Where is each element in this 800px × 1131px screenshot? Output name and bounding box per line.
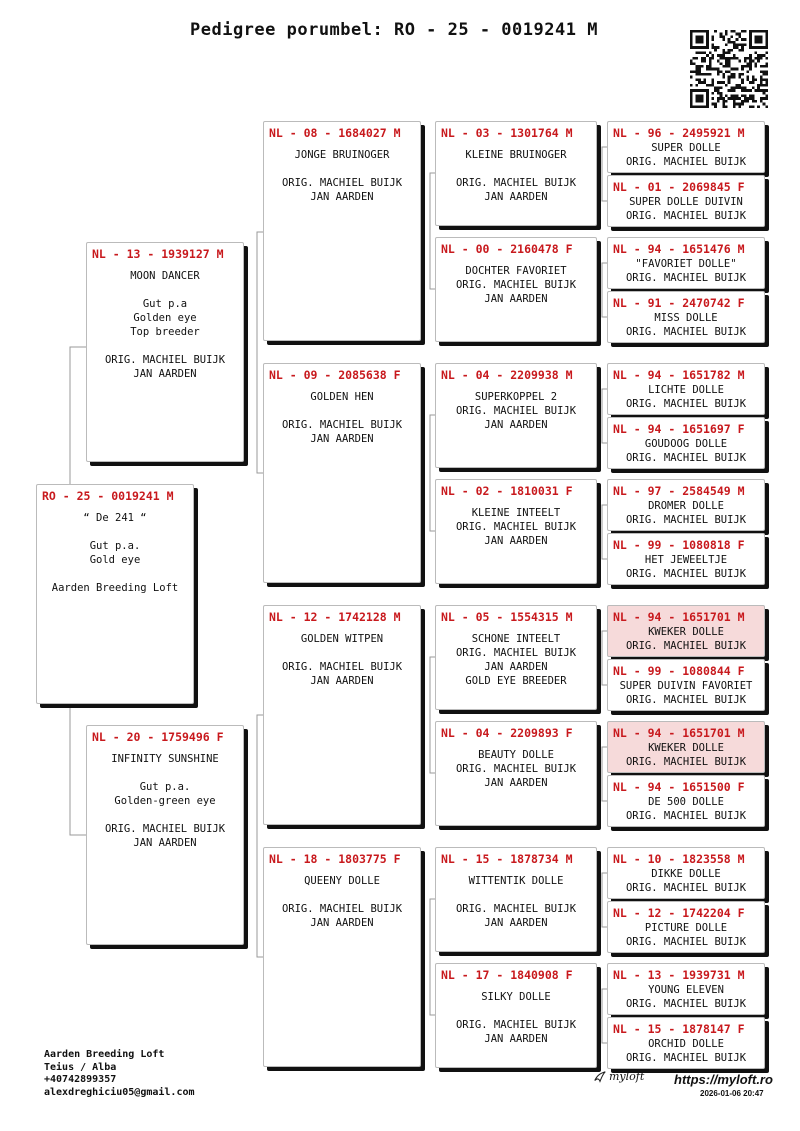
pedigree-card-ddd[interactable] — [435, 963, 597, 1068]
pedigree-card-g4[interactable] — [607, 291, 765, 343]
pedigree-card-sds[interactable] — [435, 363, 597, 468]
breeder-info — [44, 1049, 195, 1099]
pigeon-details: SUPER DOLLE ORIG. MACHIEL BUIJK — [625, 142, 747, 168]
pedigree-card-g7[interactable] — [607, 479, 765, 531]
breeder-phone: +40742899357 — [44, 1074, 117, 1085]
ring-number: NL - 08 - 1684027 M — [269, 126, 401, 140]
ring-number: NL - 02 - 1810031 F — [441, 484, 573, 498]
pigeon-details: SUPER DOLLE DUIVIN ORIG. MACHIEL BUIJK — [625, 196, 747, 222]
pigeon-details: DIKKE DOLLE ORIG. MACHIEL BUIJK — [625, 868, 747, 894]
pedigree-card-dds[interactable] — [435, 847, 597, 952]
ring-number: NL - 01 - 2069845 F — [613, 180, 745, 194]
pedigree-card-ds[interactable] — [263, 605, 421, 825]
pigeon-details: MISS DOLLE ORIG. MACHIEL BUIJK — [625, 312, 747, 338]
pedigree-card-g16[interactable] — [607, 1017, 765, 1069]
ring-number: NL - 94 - 1651476 M — [613, 242, 745, 256]
ring-number: NL - 94 - 1651697 F — [613, 422, 745, 436]
pedigree-card-g8[interactable] — [607, 533, 765, 585]
ring-number: NL - 99 - 1080844 F — [613, 664, 745, 678]
breeder-email: alexdreghiciu05@gmail.com — [44, 1086, 195, 1098]
pigeon-details: GOLDEN HEN ORIG. MACHIEL BUIJK JAN AARDEN — [281, 391, 403, 445]
pigeon-details: SILKY DOLLE ORIG. MACHIEL BUIJK JAN AARDEN — [455, 991, 577, 1045]
pedigree-card-s[interactable] — [86, 242, 244, 462]
pedigree-card-g2[interactable] — [607, 175, 765, 227]
pigeon-details: SUPER DUIVIN FAVORIET ORIG. MACHIEL BUIJK — [619, 680, 753, 706]
pigeon-details: MOON DANCER Gut p.a Golden eye Top breeder ORIG. MACHIEL BUIJK JAN AARDEN — [104, 270, 226, 380]
ring-number: NL - 18 - 1803775 F — [269, 852, 401, 866]
pedigree-card-dss[interactable] — [435, 605, 597, 710]
page-title: Pedigree porumbel: RO - 25 - 0019241 M — [190, 20, 598, 40]
pedigree-card-dd[interactable] — [263, 847, 421, 1067]
pigeon-details: INFINITY SUNSHINE Gut p.a. Golden-green eye ORIG. MACHIEL BUIJK JAN AARDEN — [104, 753, 226, 849]
pigeon-details: KWEKER DOLLE ORIG. MACHIEL BUIJK — [625, 742, 747, 768]
ring-number: NL - 13 - 1939731 M — [613, 968, 745, 982]
brand-name: myloft — [609, 1070, 645, 1083]
ring-number: NL - 94 - 1651701 M — [613, 610, 745, 624]
pigeon-details: QUEENY DOLLE ORIG. MACHIEL BUIJK JAN AARDEN — [281, 875, 403, 929]
pigeon-details: KWEKER DOLLE ORIG. MACHIEL BUIJK — [625, 626, 747, 652]
ring-number: NL - 91 - 2470742 F — [613, 296, 745, 310]
ring-number: NL - 00 - 2160478 F — [441, 242, 573, 256]
pigeon-details: HET JEWEELTJE ORIG. MACHIEL BUIJK — [625, 554, 747, 580]
pedigree-card-g10[interactable] — [607, 659, 765, 711]
pedigree-card-g12[interactable] — [607, 775, 765, 827]
ring-number: NL - 10 - 1823558 M — [613, 852, 745, 866]
ring-number: NL - 12 - 1742128 M — [269, 610, 401, 624]
pigeon-details: BEAUTY DOLLE ORIG. MACHIEL BUIJK JAN AARDEN — [455, 749, 577, 789]
pedigree-card-sd[interactable] — [263, 363, 421, 583]
ring-number: NL - 17 - 1840908 F — [441, 968, 573, 982]
pigeon-details: DE 500 DOLLE ORIG. MACHIEL BUIJK — [625, 796, 747, 822]
pigeon-details: "FAVORIET DOLLE" ORIG. MACHIEL BUIJK — [625, 258, 747, 284]
ring-number: NL - 05 - 1554315 M — [441, 610, 573, 624]
pigeon-details: “ De 241 “ Gut p.a. Gold eye Aarden Breeding Loft — [51, 512, 179, 594]
pedigree-card-d[interactable] — [86, 725, 244, 945]
ring-number: NL - 13 - 1939127 M — [92, 247, 224, 261]
pedigree-card-g3[interactable] — [607, 237, 765, 289]
pedigree-card-sdd[interactable] — [435, 479, 597, 584]
ring-number: NL - 94 - 1651701 M — [613, 726, 745, 740]
pigeon-details: YOUNG ELEVEN ORIG. MACHIEL BUIJK — [625, 984, 747, 1010]
pigeon-details: GOUDOOG DOLLE ORIG. MACHIEL BUIJK — [625, 438, 747, 464]
ring-number: NL - 94 - 1651500 F — [613, 780, 745, 794]
ring-number: NL - 09 - 2085638 F — [269, 368, 401, 382]
pigeon-details: KLEINE BRUINOGER ORIG. MACHIEL BUIJK JAN AARDEN — [455, 149, 577, 203]
pigeon-details: SUPERKOPPEL 2 ORIG. MACHIEL BUIJK JAN AARDEN — [455, 391, 577, 431]
pigeon-details: KLEINE INTEELT ORIG. MACHIEL BUIJK JAN AARDEN — [455, 507, 577, 547]
bird-logo-icon — [593, 1070, 607, 1084]
site-url[interactable]: https://myloft.ro — [674, 1072, 773, 1087]
ring-number: NL - 03 - 1301764 M — [441, 126, 573, 140]
brand-logo — [593, 1070, 644, 1084]
print-date: 2026-01-06 20:47 — [700, 1089, 764, 1098]
ring-number: NL - 15 - 1878147 F — [613, 1022, 745, 1036]
pigeon-details: WITTENTIK DOLLE ORIG. MACHIEL BUIJK JAN AARDEN — [455, 875, 577, 929]
pedigree-card-g5[interactable] — [607, 363, 765, 415]
pedigree-card-dsd[interactable] — [435, 721, 597, 826]
ring-number: NL - 12 - 1742204 F — [613, 906, 745, 920]
pedigree-card-g1[interactable] — [607, 121, 765, 173]
ring-number: NL - 99 - 1080818 F — [613, 538, 745, 552]
pedigree-card-g6[interactable] — [607, 417, 765, 469]
ring-number: RO - 25 - 0019241 M — [42, 489, 174, 503]
pigeon-details: JONGE BRUINOGER ORIG. MACHIEL BUIJK JAN AARDEN — [281, 149, 403, 203]
pedigree-card-sss[interactable] — [435, 121, 597, 226]
pedigree-card-ssd[interactable] — [435, 237, 597, 342]
breeder-loft-name: Aarden Breeding Loft — [44, 1049, 165, 1060]
pigeon-details: GOLDEN WITPEN ORIG. MACHIEL BUIJK JAN AARDEN — [281, 633, 403, 687]
ring-number: NL - 04 - 2209893 F — [441, 726, 573, 740]
pedigree-card-g11[interactable] — [607, 721, 765, 773]
pigeon-details: LICHTE DOLLE ORIG. MACHIEL BUIJK — [625, 384, 747, 410]
pedigree-card-g14[interactable] — [607, 901, 765, 953]
ring-number: NL - 04 - 2209938 M — [441, 368, 573, 382]
pigeon-details: ORCHID DOLLE ORIG. MACHIEL BUIJK — [625, 1038, 747, 1064]
ring-number: NL - 96 - 2495921 M — [613, 126, 745, 140]
pigeon-details: SCHONE INTEELT ORIG. MACHIEL BUIJK JAN AARDEN GOLD EYE BREEDER — [455, 633, 577, 687]
pedigree-card-subject[interactable] — [36, 484, 194, 704]
pedigree-card-ss[interactable] — [263, 121, 421, 341]
pedigree-card-g13[interactable] — [607, 847, 765, 899]
pedigree-card-g9[interactable] — [607, 605, 765, 657]
ring-number: NL - 20 - 1759496 F — [92, 730, 224, 744]
pigeon-details: DOCHTER FAVORIET ORIG. MACHIEL BUIJK JAN AARDEN — [455, 265, 577, 305]
pigeon-details: PICTURE DOLLE ORIG. MACHIEL BUIJK — [625, 922, 747, 948]
pedigree-card-g15[interactable] — [607, 963, 765, 1015]
ring-number: NL - 97 - 2584549 M — [613, 484, 745, 498]
ring-number: NL - 94 - 1651782 M — [613, 368, 745, 382]
pigeon-details: DROMER DOLLE ORIG. MACHIEL BUIJK — [625, 500, 747, 526]
breeder-location: Teius / Alba — [44, 1061, 117, 1073]
ring-number: NL - 15 - 1878734 M — [441, 852, 573, 866]
